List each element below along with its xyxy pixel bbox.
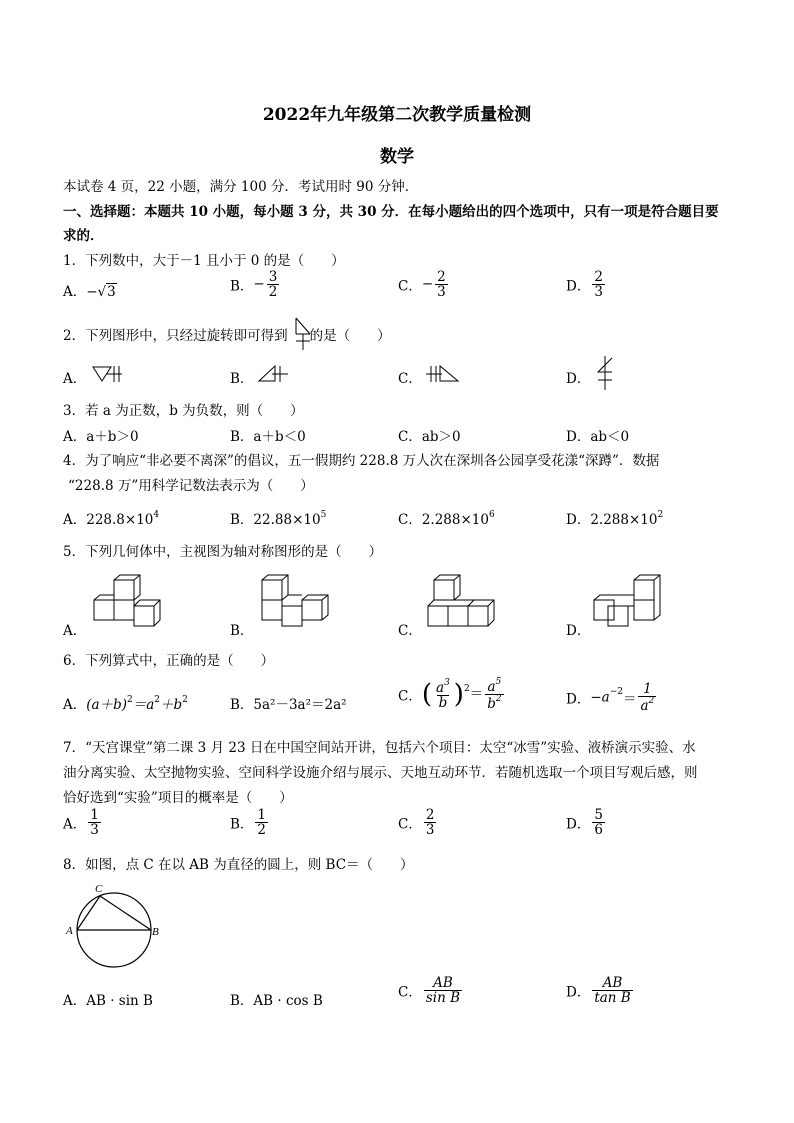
q1-c-num: 2 bbox=[437, 269, 446, 285]
q3-option-a[interactable]: A．a＋b＞0 bbox=[63, 429, 139, 445]
q7-b-den: 2 bbox=[257, 822, 267, 839]
q2-option-b-shape-icon bbox=[258, 364, 290, 384]
q4-a-exp: 4 bbox=[153, 510, 160, 520]
q1-option-a-label: A． bbox=[63, 284, 87, 300]
q8-label-b: B bbox=[152, 926, 159, 938]
question-7-stem: 7．“天宫课堂”第二课 3 月 23 日在中国空间站开讲，包括六个项目：太空“冰雪”实验、液桥演示实验、水 bbox=[63, 740, 696, 756]
q8-d-den: tan B bbox=[594, 990, 631, 1007]
q4-d-exp: 2 bbox=[657, 510, 664, 520]
q2-stem-post: 的是（ ） bbox=[309, 328, 391, 344]
q8-label-a: A bbox=[66, 925, 73, 937]
q2-option-a-label[interactable]: A． bbox=[63, 371, 87, 387]
q4-b-text: B．22.88×10 bbox=[230, 512, 321, 528]
q8-label-c: C bbox=[95, 883, 103, 895]
q7-d-den: 6 bbox=[594, 822, 603, 839]
q1-d-num: 2 bbox=[594, 269, 603, 285]
q1-option-d-label: D． bbox=[566, 278, 591, 295]
section-heading-cont: 求的． bbox=[63, 228, 104, 244]
question-6-stem: 6．下列算式中，正确的是（ ） bbox=[63, 653, 275, 669]
q7-a-den: 3 bbox=[90, 822, 99, 839]
q5-option-a-cubes-icon bbox=[94, 574, 166, 630]
q6-option-d[interactable]: D．$-a^{-2}=$ $\frac{1}{a^2}$ bbox=[566, 681, 655, 715]
q4-option-c[interactable] bbox=[398, 508, 495, 528]
q2-stem-pre: 2．下列图形中，只经过旋转即可得到 bbox=[63, 328, 288, 344]
q8-option-a[interactable]: A．AB · sin B bbox=[63, 993, 153, 1009]
q6-option-b[interactable]: B．5a²－3a²＝2a² bbox=[230, 697, 347, 713]
question-7-stem-cont: 油分离实验、太空抛物实验、空间科学设施介绍与展示、天地互动环节．若随机选取一个项目写观后感，则 bbox=[63, 765, 698, 781]
q7-option-d-label: D． bbox=[566, 816, 591, 833]
question-2-stem bbox=[63, 324, 391, 344]
q7-option-c[interactable] bbox=[398, 808, 438, 837]
q3-option-c[interactable]: C．ab＞0 bbox=[398, 429, 461, 445]
q5-option-b-label[interactable]: B． bbox=[230, 623, 254, 639]
q1-d-den: 3 bbox=[594, 284, 603, 301]
q5-option-c-label[interactable]: C． bbox=[398, 623, 422, 639]
q6-option-d-label: D． bbox=[566, 691, 591, 708]
q5-option-c-cubes-icon bbox=[428, 574, 504, 630]
q7-option-a-label: A． bbox=[63, 816, 87, 833]
exam-info: 本试卷 4 页，22 小题，满分 100 分．考试用时 90 分钟． bbox=[63, 179, 419, 195]
q8-c-num: AB bbox=[433, 975, 453, 991]
q4-option-a[interactable] bbox=[63, 508, 159, 528]
q2-option-a-shape-icon bbox=[92, 364, 124, 384]
q1-b-den: 2 bbox=[268, 284, 278, 301]
question-5-stem: 5．下列几何体中，主视图为轴对称图形的是（ ） bbox=[63, 544, 383, 560]
q1-option-d[interactable] bbox=[566, 270, 607, 299]
q1-option-c-label: C． bbox=[398, 278, 422, 295]
question-3-stem: 3．若 a 为正数，b 为负数，则（ ） bbox=[63, 403, 304, 419]
page-title: 2022年九年级第二次教学质量检测 bbox=[262, 105, 532, 125]
q5-option-b-cubes-icon bbox=[260, 574, 332, 630]
q4-c-exp: 6 bbox=[488, 510, 495, 520]
q7-d-num: 5 bbox=[594, 807, 603, 823]
q4-c-text: C．2.288×10 bbox=[398, 512, 489, 528]
question-7-stem-end: 恰好选到“实验”项目的概率是（ ） bbox=[63, 790, 293, 806]
q6-option-c[interactable]: C．( $\frac{a^3}{b}$ )$^2$＝ $\frac{a^5}{b^2}$ bbox=[398, 677, 502, 713]
q4-option-d[interactable] bbox=[566, 508, 663, 528]
question-1-stem: 1．下列数中，大于－1 且小于 0 的是（ ） bbox=[63, 253, 345, 269]
question-4-stem-cont: “228.8 万”用科学记数法表示为（ ） bbox=[68, 478, 314, 494]
q8-option-c[interactable] bbox=[398, 976, 464, 1005]
q7-option-d[interactable] bbox=[566, 808, 607, 837]
q7-a-num: 1 bbox=[90, 807, 99, 823]
q8-option-d-label: D． bbox=[566, 984, 591, 1001]
q7-option-c-label: C． bbox=[398, 816, 422, 833]
q1-option-b-label: B． bbox=[230, 278, 254, 295]
q7-b-num: 1 bbox=[257, 807, 267, 823]
q2-option-d-label[interactable]: D． bbox=[566, 371, 591, 387]
q1-option-a[interactable]: A．−√3 bbox=[63, 284, 116, 300]
q1-option-b[interactable]: B．− $\frac{3}{2}$ bbox=[230, 269, 278, 301]
q4-option-b[interactable] bbox=[230, 508, 326, 528]
section-heading: 一、选择题：本题共 10 小题，每小题 3 分，共 30 分．在每小题给出的四个选项中，只有一项是符合题目要 bbox=[63, 204, 719, 220]
q1-a-radicand: 3 bbox=[107, 284, 116, 300]
q3-option-d[interactable]: D．ab＜0 bbox=[566, 429, 630, 445]
q5-option-d-cubes-icon bbox=[594, 574, 666, 630]
q8-circle-diagram bbox=[66, 882, 166, 974]
q7-option-b[interactable] bbox=[230, 808, 270, 837]
q7-option-a[interactable] bbox=[63, 808, 103, 837]
q6-option-a-label: A． bbox=[63, 697, 87, 713]
q4-d-text: D．2.288×10 bbox=[566, 512, 658, 528]
q2-option-d-shape-icon bbox=[594, 356, 616, 392]
q7-option-b-label: B． bbox=[230, 816, 254, 833]
q5-option-a-label[interactable]: A． bbox=[63, 623, 87, 639]
subject-title: 数学 bbox=[380, 147, 414, 167]
question-4-stem: 4．为了响应“非必要不离深”的倡议，五一假期约 228.8 万人次在深圳各公园享受花漾“深蹲”．数据 bbox=[63, 453, 660, 469]
q8-option-d[interactable] bbox=[566, 976, 635, 1005]
question-8-stem: 8．如图，点 C 在以 AB 为直径的圆上，则 BC＝（ ） bbox=[63, 857, 414, 873]
q1-c-den: 3 bbox=[437, 284, 446, 301]
q3-option-b[interactable]: B．a＋b＜0 bbox=[230, 429, 306, 445]
q8-c-den: sin B bbox=[425, 990, 460, 1007]
q7-c-den: 3 bbox=[425, 822, 435, 839]
q4-b-exp: 5 bbox=[320, 510, 327, 520]
q1-b-num: 3 bbox=[268, 269, 278, 285]
q4-a-text: A．228.8×10 bbox=[63, 512, 154, 528]
q6-option-c-label: C． bbox=[398, 688, 422, 705]
q2-target-shape-icon bbox=[292, 316, 314, 352]
q8-option-c-label: C． bbox=[398, 984, 422, 1001]
q8-d-num: AB bbox=[602, 975, 623, 991]
q2-option-b-label[interactable]: B． bbox=[230, 371, 254, 387]
q2-option-c-shape-icon bbox=[426, 364, 460, 384]
q6-option-a[interactable]: A．$(a+b)^2=a^2+b^2$ bbox=[63, 695, 188, 713]
q8-option-b[interactable]: B．AB · cos B bbox=[230, 993, 323, 1009]
q5-option-d-label[interactable]: D． bbox=[566, 623, 591, 639]
q2-option-c-label[interactable]: C． bbox=[398, 371, 422, 387]
q1-option-c[interactable]: C．− $\frac{2}{3}$ bbox=[398, 269, 446, 301]
q7-c-num: 2 bbox=[425, 807, 435, 823]
